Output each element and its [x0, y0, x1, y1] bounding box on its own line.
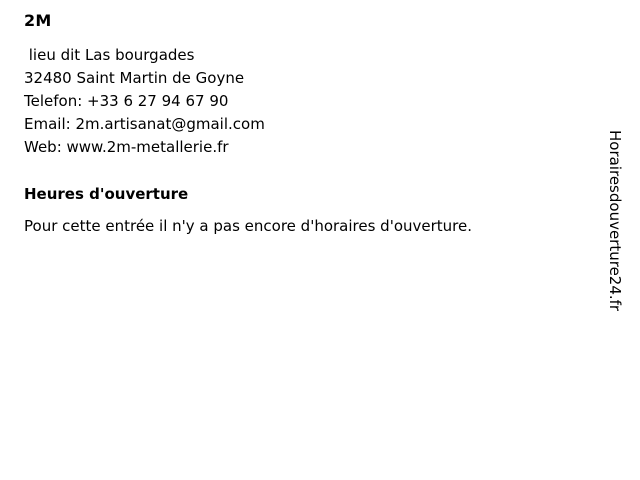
address-line-city: 32480 Saint Martin de Goyne: [24, 69, 245, 87]
address-line-email: Email: 2m.artisanat@gmail.com: [24, 115, 265, 133]
address-line-web: Web: www.2m-metallerie.fr: [24, 138, 229, 156]
business-card: [24, 10, 584, 237]
address-line-street: lieu dit Las bourgades: [24, 46, 195, 64]
page-title: 2M: [24, 11, 52, 30]
address-line-phone: Telefon: +33 6 27 94 67 90: [24, 92, 229, 110]
opening-hours-message: Pour cette entrée il n'y a pas encore d'horaires d'ouverture.: [24, 217, 473, 235]
opening-hours-title: Heures d'ouverture: [24, 185, 189, 203]
watermark-brand: Horairesdouverture24.fr: [606, 130, 624, 312]
